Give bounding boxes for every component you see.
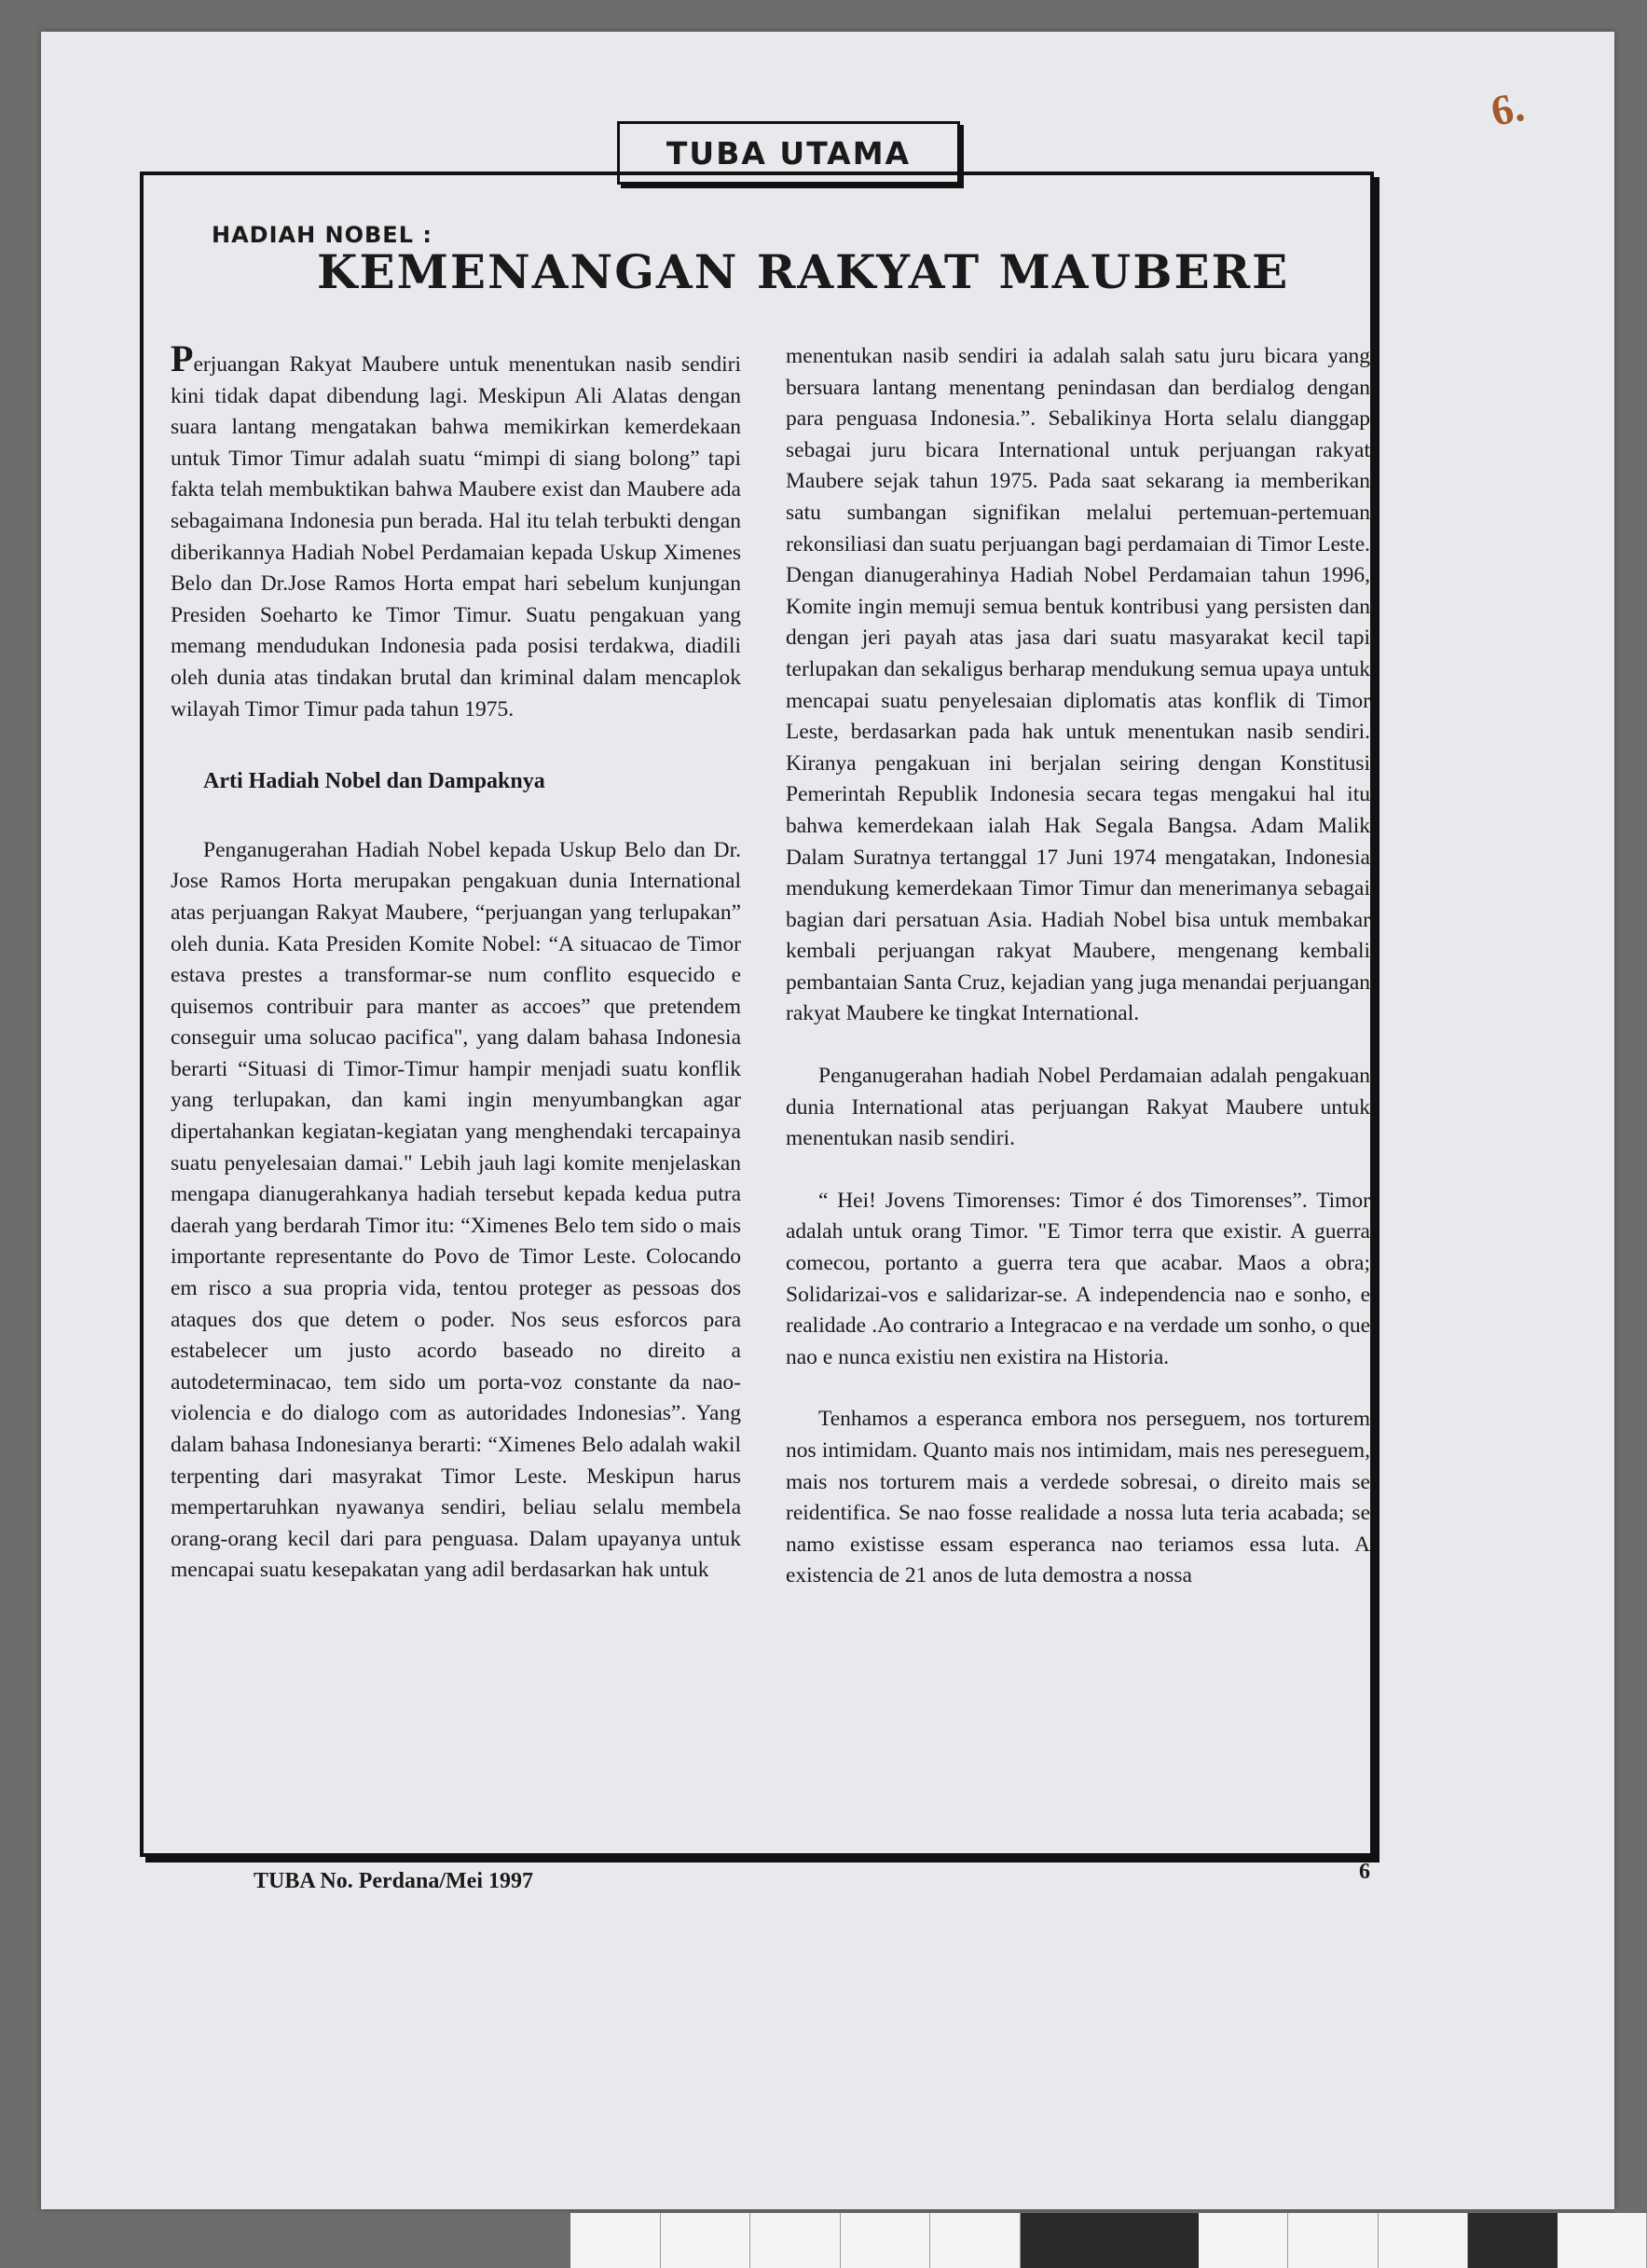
ruler-segment [930, 2213, 1021, 2268]
page-number: 6 [1359, 1860, 1370, 1884]
publication-footer: TUBA No. Perdana/Mei 1997 [254, 1869, 533, 1893]
body-paragraph: Penganugerahan hadiah Nobel Perdamaian adalah pengakuan dunia International atas perjuangan Rakyat Maubere untuk menentukan nasib sendiri. [786, 1064, 1370, 1151]
body-paragraph: Penganugerahan Hadiah Nobel kepada Uskup Belo dan Dr. Jose Ramos Horta merupakan pengakuan dunia International atas perjuangan Rakyat Maubere, “perjuangan yang terlupakan” oleh dunia. Kata Presiden Komite Nobel: “A situacao de Timor estava prestes a transformar-se num conflito esquecido e quisemos contribuir para manter as accoes” que pretendem conseguir uma solucao pacifica", yang dalam bahasa Indonesia berarti “Situasi di Timor-Timur hampir menjadi suatu konflik yang terlupakan, dan kami ingin menyumbangkan agar dipertahankan kegiatan-kegiatan yang menghendaki tercapainya suatu penyelesaian damai." Lebih jauh lagi komite menjelaskan mengapa dianugerahkanya hadiah tersebut kepada kedua putra daerah yang berdarah Timor itu: “Ximenes Belo tem sido o mais importante representante do Povo de Timor Leste. Colocando em risco a sua propria vida, tentou proteger as pessoas dos ataques dos que detem o poder. Nos seus esforcos para estabelecer um justo acordo baseado no direito a autodeterminacao, tem sido um porta-voz constante da nao-violencia e do dialogo com as autoridades Indonesias”. Yang dalam bahasa Indonesianya berarti: “Ximenes Belo adalah wakil terpenting dari masyrakat Timor Leste. Meskipun harus mempertaruhkan nyawanya sendiri, beliau selalu membela orang-orang kecil dari para penguasa. Dalam upayanya untuk mencapai suatu kesepakatan yang adil berdasarkan hak untuk [171, 837, 741, 1583]
body-paragraph: menentukan nasib sendiri ia adalah salah satu juru bicara yang bersuara lantang menentang penindasan dan berdialog dengan para penguasa Indonesia.”. Sebalikinya Horta selalu dianggap sebagai juru bicara International untuk perjuangan rakyat Maubere sejak tahun 1975. Pada saat sekarang ia memberikan satu sumbangan signifikan melalui pertemuan-pertemuan rekonsiliasi dan suatu perjuangan bagi perdamaian di Timor Leste. Dengan dianugerahinya Hadiah Nobel Perdamaian tahun 1996, Komite ingin memuji semua bentuk kontribusi yang persisten dan dengan jeri payah atas jasa dari suatu masyarakat kecil tapi terlupakan dan sekaligus berharap mendukung semua upaya untuk mencapai suatu penyelesaian diplomatis atas konflik di Timor Leste, berdasarkan pada hak untuk menentukan nasib sendiri. Kiranya pengakuan ini berjalan seiring dengan Konstitusi Pemerintah Republik Indonesia secara tegas mengakui hal itu bahwa kemerdekaan ialah Hak Segala Bangsa. Adam Malik Dalam Suratnya tertanggal 17 Juni 1974 mengatakan, Indonesia mendukung kemerdekaan Timor Timur dan menerimanya sebagai bagian dari persatuan Asia. Hadiah Nobel bisa untuk membakar kembali perjuangan rakyat Maubere, mengenang kembali pembantaian Santa Cruz, kejadian yang juga menandai perjuangan rakyat Maubere ke tingkat International. [786, 344, 1370, 1026]
ruler-segment [570, 2213, 661, 2268]
intro-paragraph [171, 337, 741, 725]
right-column [786, 341, 1370, 1592]
intro-text: erjuangan Rakyat Maubere untuk menentukan nasib sendiri kini tidak dapat dibendung lagi. Meskipun Ali Alatas dengan suara lantang mengatakan bahwa memikirkan kemerdekaan untuk Timor Timur adalah suatu “mimpi di siang bolong” tapi fakta telah membuktikan bahwa Maubere exist dan Maubere ada sebagaimana Indonesia pun berada. Hal itu telah terbukti dengan diberikannya Hadiah Nobel Perdamaian kepada Uskup Ximenes Belo dan Dr.Jose Ramos Horta empat hari sebelum kunjungan Presiden Soeharto ke Timor Timur. Suatu pengakuan yang memang mendudukan Indonesia pada posisi terdakwa, diadili oleh dunia atas tindakan brutal dan kriminal dalam mencaplok wilayah Timor Timur pada tahun 1975. [171, 352, 741, 722]
section-label: TUBA UTAMA [617, 121, 960, 185]
ruler-segment [1021, 2213, 1110, 2268]
ruler-segment [1109, 2213, 1199, 2268]
section-subheading: Arti Hadiah Nobel dan Dampaknya [203, 769, 545, 794]
ruler-segment [1379, 2213, 1469, 2268]
left-column [171, 337, 741, 1587]
drop-cap: P [171, 337, 194, 379]
portuguese-quote-paragraph: Tenhamos a esperanca embora nos perseguem, nos torturem nos intimidam. Quanto mais nos intimidam, mais nes pereseguem, mais nos torturem mais a verdede sobresai, o direito mais se reidentifica. Se nao fosse realidade a nossa luta teria acabada; se namo existisse essam esperanca nao teriamos essa luta. A existencia de 21 anos de luta demostra a nossa [786, 1407, 1370, 1588]
ruler-segment [841, 2213, 931, 2268]
ruler-segment [750, 2213, 841, 2268]
portuguese-quote-paragraph: “ Hei! Jovens Timorenses: Timor é dos Timorenses”. Timor adalah untuk orang Timor. "E Timor terra que existir. A guerra comecou, portanto a guerra tera que acabar. Maos a obra; Solidarizai-vos e salidarizar-se. A independencia nao e sonho, e realidade .Ao contrario a Integracao e na verdade um sonho, o que nao e nunca existiu nen existira na Historia. [786, 1188, 1370, 1369]
ruler-segment [1199, 2213, 1289, 2268]
article-kicker: HADIAH NOBEL : [212, 222, 432, 248]
ruler-segment [1558, 2213, 1647, 2268]
ruler-segment [661, 2213, 751, 2268]
scale-ruler [570, 2213, 1647, 2268]
article-headline: KEMENANGAN RAKYAT MAUBERE [317, 244, 1290, 299]
handwritten-page-mark: 6. [1487, 81, 1529, 136]
ruler-segment [1468, 2213, 1558, 2268]
ruler-segment [1288, 2213, 1379, 2268]
